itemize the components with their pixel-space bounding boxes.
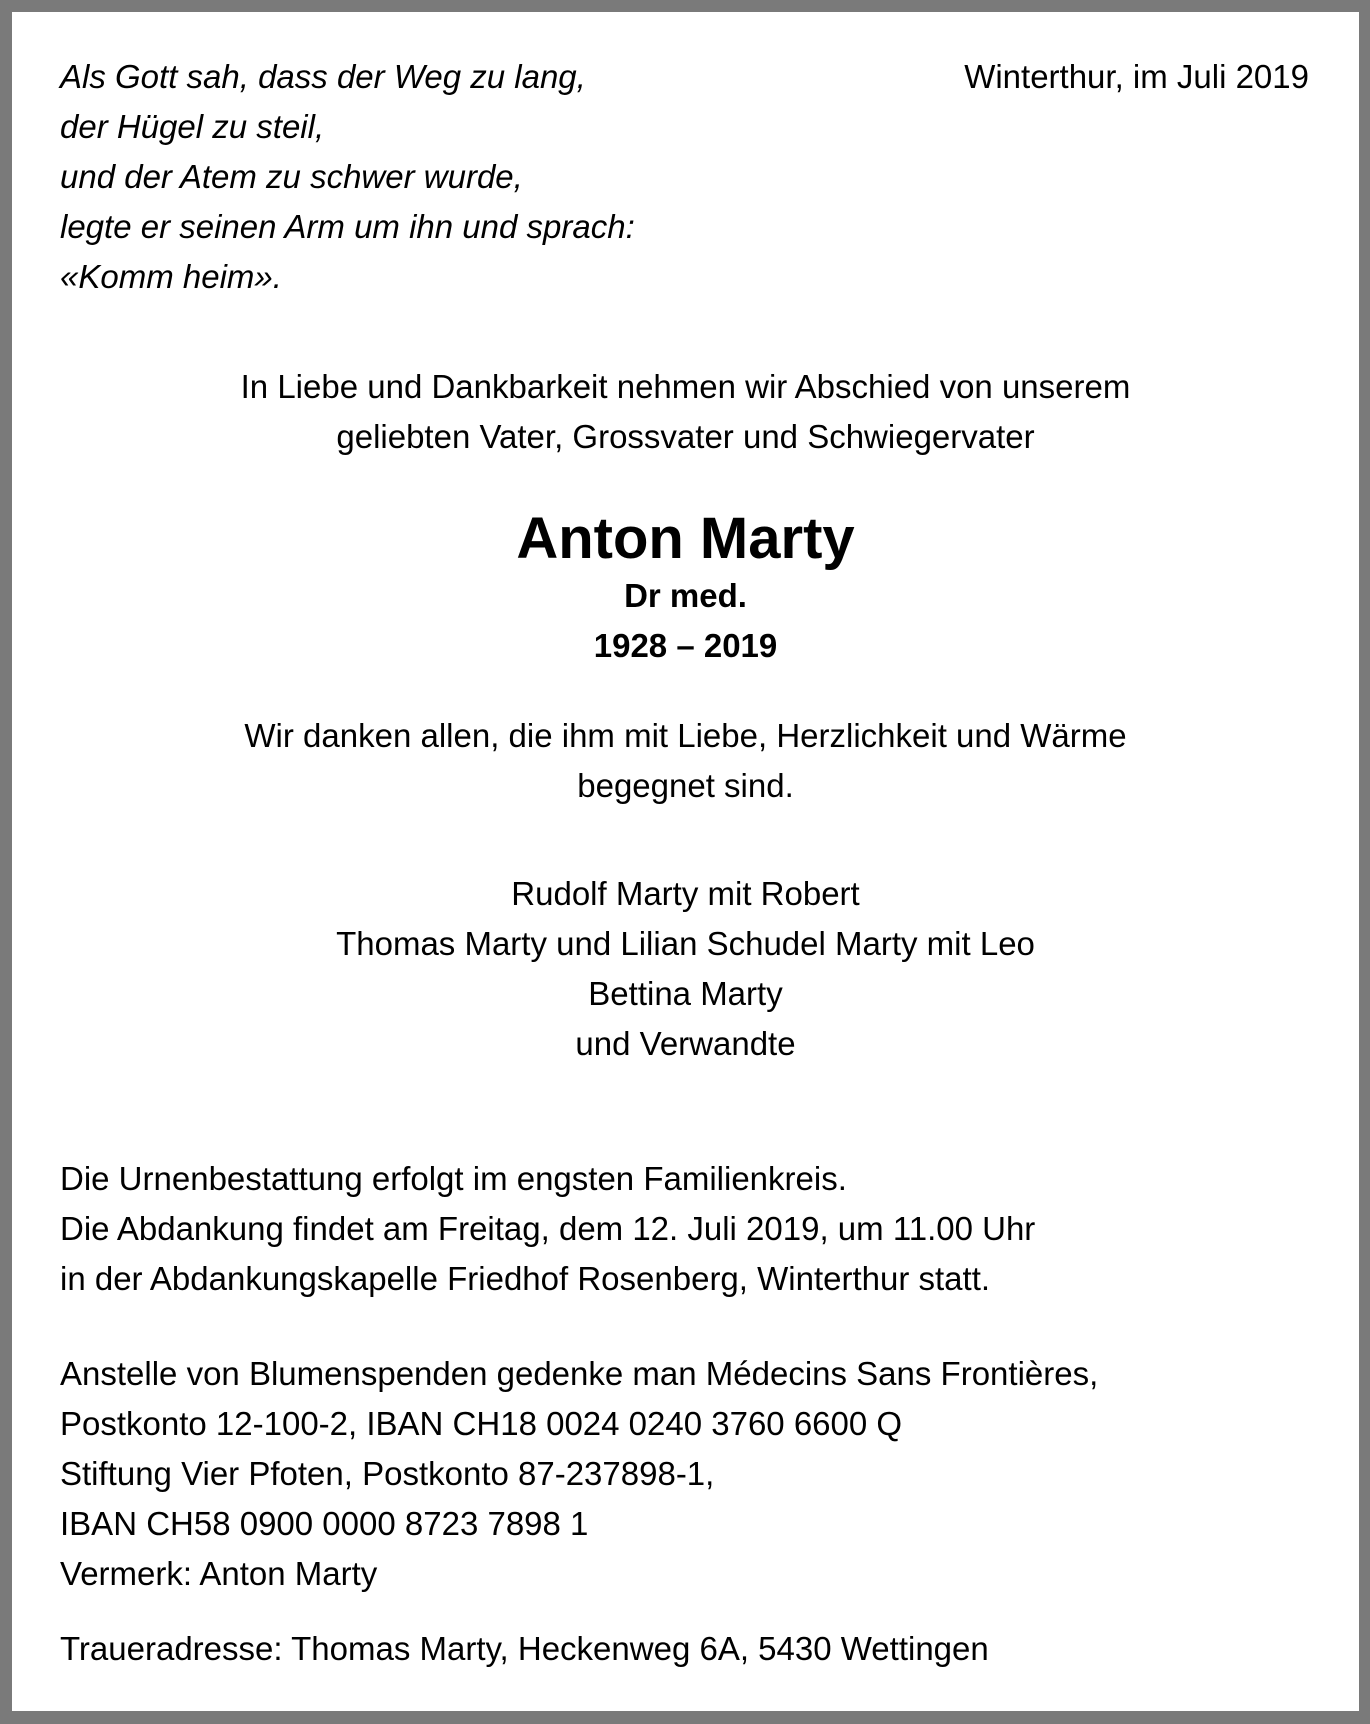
mourning-address: Traueradresse: Thomas Marty, Heckenweg 6A, 5430 Wettingen [60, 1630, 989, 1667]
place-date: Winterthur, im Juli 2019 [964, 58, 1309, 95]
donation-line: IBAN CH58 0900 0000 8723 7898 1 [60, 1505, 589, 1542]
mourner: und Verwandte [575, 1025, 796, 1062]
donation-info [60, 1349, 1098, 1599]
donation-line: Vermerk: Anton Marty [60, 1555, 378, 1592]
mourner: Rudolf Marty mit Robert [511, 875, 860, 912]
donation-line: Stiftung Vier Pfoten, Postkonto 87-237898-1, [60, 1455, 715, 1492]
poem-line: legte er seinen Arm um ihn und sprach: [60, 208, 635, 245]
mourner: Bettina Marty [588, 975, 783, 1012]
poem-line: Als Gott sah, dass der Weg zu lang, [60, 58, 586, 95]
poem-line: der Hügel zu steil, [60, 108, 325, 145]
poem-line: «Komm heim». [60, 258, 282, 295]
thanks-line: begegnet sind. [577, 767, 794, 804]
deceased-years: 1928 – 2019 [593, 627, 778, 664]
mourners [12, 869, 1359, 1069]
mourner: Thomas Marty und Lilian Schudel Marty mit Leo [336, 925, 1035, 962]
intro-line: geliebten Vater, Grossvater und Schwiegervater [336, 418, 1035, 455]
thanks [12, 711, 1359, 811]
poem-line: und der Atem zu schwer wurde, [60, 158, 523, 195]
deceased-title: Dr med. [624, 577, 747, 614]
intro [12, 362, 1359, 462]
donation-line: Anstelle von Blumenspenden gedenke man Médecins Sans Frontières, [60, 1355, 1099, 1392]
ceremony-line: Die Abdankung findet am Freitag, dem 12. Juli 2019, um 11.00 Uhr [60, 1210, 1036, 1247]
deceased [12, 504, 1359, 671]
deceased-name: Anton Marty [516, 506, 855, 571]
poem [60, 52, 635, 302]
ceremony-line: in der Abdankungskapelle Friedhof Rosenberg, Winterthur statt. [60, 1260, 991, 1297]
donation-line: Postkonto 12-100-2, IBAN CH18 0024 0240 3760 6600 Q [60, 1405, 903, 1442]
obituary-notice [12, 12, 1359, 1711]
ceremony-info [60, 1154, 1035, 1304]
thanks-line: Wir danken allen, die ihm mit Liebe, Herzlichkeit und Wärme [244, 717, 1127, 754]
intro-line: In Liebe und Dankbarkeit nehmen wir Abschied von unserem [240, 368, 1131, 405]
ceremony-line: Die Urnenbestattung erfolgt im engsten Familienkreis. [60, 1160, 847, 1197]
